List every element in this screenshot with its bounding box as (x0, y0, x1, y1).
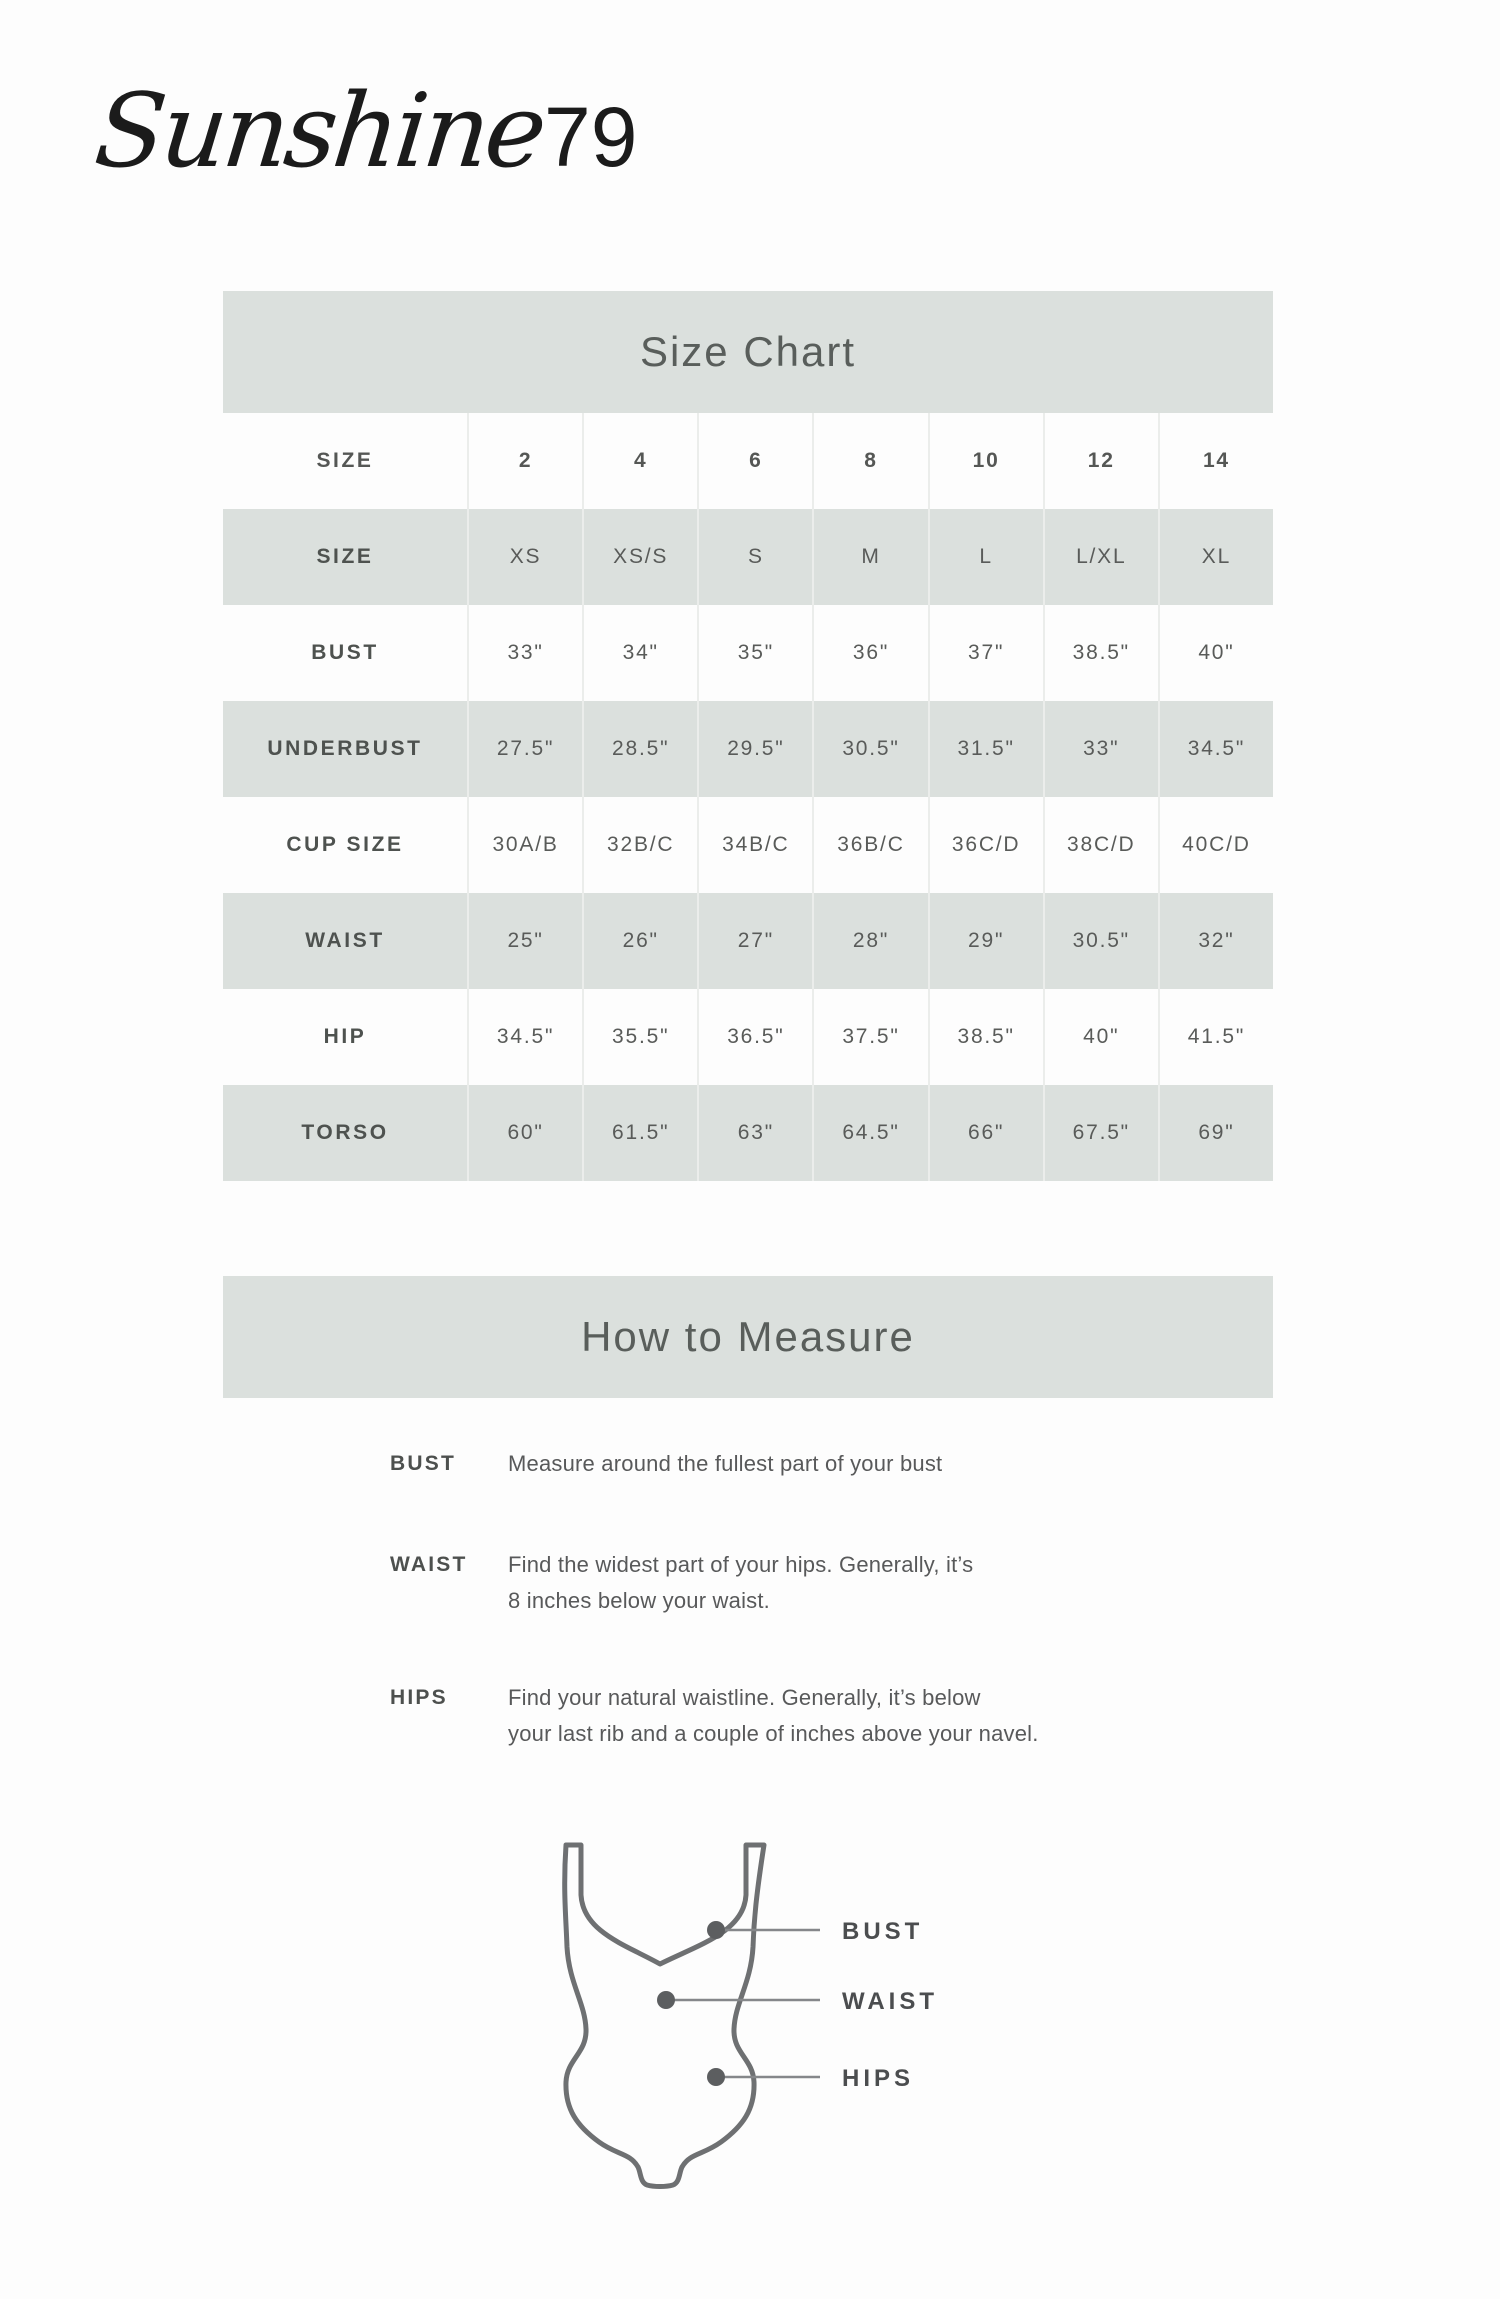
cell-value: 40" (1043, 989, 1158, 1085)
table-row-waist (223, 893, 1273, 989)
cell-value: 34.5" (1158, 701, 1273, 797)
row-label: WAIST (305, 929, 385, 952)
cell-value: S (697, 509, 812, 605)
row-label: BUST (311, 641, 379, 664)
waist-marker-dot (657, 1991, 675, 2009)
cell-value: 31.5" (928, 701, 1043, 797)
cell-value: XS (467, 509, 582, 605)
cell-value: 29" (928, 893, 1043, 989)
cell-value: 37.5" (812, 989, 927, 1085)
size-chart-title: Size Chart (223, 291, 1273, 413)
measure-description-line: Measure around the fullest part of your bust (508, 1451, 943, 1476)
cell-value: 14 (1158, 413, 1273, 509)
cell-value: 41.5" (1158, 989, 1273, 1085)
cell-value: 60" (467, 1085, 582, 1181)
cell-value: XL (1158, 509, 1273, 605)
cell-value: 33" (467, 605, 582, 701)
cell-value: 37" (928, 605, 1043, 701)
table-row-torso (223, 1085, 1273, 1181)
measure-description-bust (508, 1446, 942, 1482)
measure-description-hips (508, 1680, 1039, 1752)
row-label: CUP SIZE (286, 833, 404, 856)
cell-value: 25" (467, 893, 582, 989)
cell-value: 36C/D (928, 797, 1043, 893)
row-label: SIZE (316, 545, 374, 568)
cell-value: 38C/D (1043, 797, 1158, 893)
cell-value: 28.5" (582, 701, 697, 797)
cell-value: 35.5" (582, 989, 697, 1085)
measure-description-line: 8 inches below your waist. (508, 1588, 770, 1613)
row-label: HIP (323, 1025, 367, 1048)
measure-label-bust: BUST (390, 1452, 456, 1475)
cell-value: 28" (812, 893, 927, 989)
cell-value: 36B/C (812, 797, 927, 893)
table-row-bust (223, 605, 1273, 701)
cell-value: 69" (1158, 1085, 1273, 1181)
cell-value: M (812, 509, 927, 605)
table-row-cup-size (223, 797, 1273, 893)
measure-label-hips: HIPS (390, 1686, 448, 1709)
cell-value: 36.5" (697, 989, 812, 1085)
cell-value: 61.5" (582, 1085, 697, 1181)
cell-value: 26" (582, 893, 697, 989)
cell-value: 35" (697, 605, 812, 701)
cell-value: 27" (697, 893, 812, 989)
table-row-size-letter (223, 509, 1273, 605)
cell-value: 38.5" (928, 989, 1043, 1085)
table-row-underbust (223, 701, 1273, 797)
measure-label-waist: WAIST (390, 1553, 468, 1576)
cell-value: 27.5" (467, 701, 582, 797)
cell-value: 30A/B (467, 797, 582, 893)
cell-value: 10 (928, 413, 1043, 509)
measure-description-waist (508, 1547, 973, 1619)
diagram-hips-label: HIPS (842, 2065, 915, 2092)
cell-value: 2 (467, 413, 582, 509)
swimsuit-diagram (540, 1835, 970, 2215)
measure-item-waist (390, 1547, 1150, 1619)
measure-description-line: your last rib and a couple of inches above your navel. (508, 1721, 1039, 1746)
table-row-hip (223, 989, 1273, 1085)
cell-value: 32B/C (582, 797, 697, 893)
measure-description-line: Find the widest part of your hips. Generally, it’s (508, 1552, 974, 1577)
measure-description-line: Find your natural waistline. Generally, it’s below (508, 1685, 981, 1710)
brand-logo-number: 79 (543, 90, 638, 184)
cell-value: 30.5" (1043, 893, 1158, 989)
row-label: TORSO (301, 1121, 389, 1144)
cell-value: 30.5" (812, 701, 927, 797)
brand-logo (89, 62, 638, 212)
diagram-waist-label: WAIST (842, 1988, 938, 2015)
swimsuit-outline (565, 1845, 764, 2187)
cell-value: 29.5" (697, 701, 812, 797)
cell-value: 40C/D (1158, 797, 1273, 893)
cell-value: 12 (1043, 413, 1158, 509)
measure-item-hips (390, 1680, 1190, 1752)
cell-value: 38.5" (1043, 605, 1158, 701)
cell-value: 6 (697, 413, 812, 509)
bust-marker-dot (707, 1921, 725, 1939)
cell-value: 34B/C (697, 797, 812, 893)
brand-logo-script: Sunshine (89, 72, 549, 191)
row-label: SIZE (316, 449, 374, 472)
table-row-size-number (223, 413, 1273, 509)
cell-value: 36" (812, 605, 927, 701)
cell-value: 34.5" (467, 989, 582, 1085)
cell-value: XS/S (582, 509, 697, 605)
cell-value: L (928, 509, 1043, 605)
hips-marker-dot (707, 2068, 725, 2086)
cell-value: 63" (697, 1085, 812, 1181)
cell-value: 32" (1158, 893, 1273, 989)
row-label: UNDERBUST (267, 737, 423, 760)
cell-value: 67.5" (1043, 1085, 1158, 1181)
size-chart-table (223, 291, 1273, 1181)
cell-value: 40" (1158, 605, 1273, 701)
measure-item-bust (390, 1446, 1150, 1482)
cell-value: 33" (1043, 701, 1158, 797)
cell-value: 8 (812, 413, 927, 509)
cell-value: 66" (928, 1085, 1043, 1181)
diagram-bust-label: BUST (842, 1918, 924, 1945)
cell-value: 64.5" (812, 1085, 927, 1181)
cell-value: L/XL (1043, 509, 1158, 605)
cell-value: 4 (582, 413, 697, 509)
how-to-measure-title: How to Measure (223, 1276, 1273, 1398)
cell-value: 34" (582, 605, 697, 701)
